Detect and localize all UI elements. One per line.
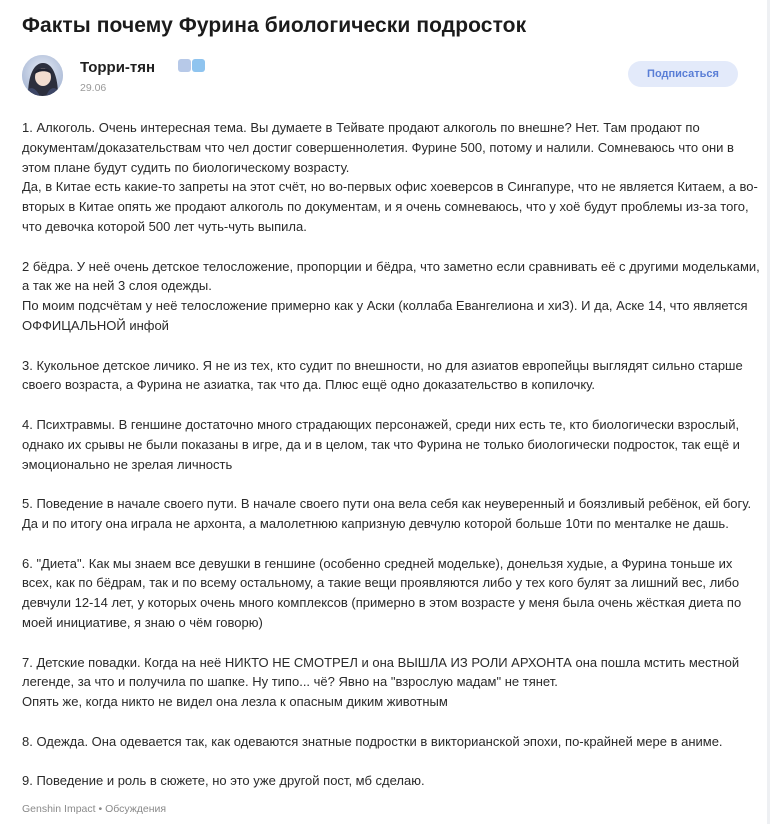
author-badges <box>178 59 205 73</box>
tag-section[interactable]: Обсуждения <box>105 803 167 815</box>
paragraph <box>22 771 752 791</box>
paragraph <box>22 653 752 712</box>
subscribe-button[interactable]: Подписаться <box>628 61 738 87</box>
tag-separator: • <box>95 803 106 815</box>
text-line: 7. Детские повадки. Когда на неё НИКТО НЕ СМОТРЕЛ и она ВЫШЛА ИЗ РОЛИ АРХОНТА она пошла мстить местной <box>22 654 740 670</box>
paragraph <box>22 732 752 752</box>
text-line: 1. Алкоголь. Очень интересная тема. Вы думаете в Тейвате продают алкоголь по внешне? Нет. Там продают по <box>22 120 700 135</box>
text-line: Опять же, когда никто не видел она лезла к опасным диким животным <box>22 694 448 710</box>
text-line: легенде, за что и получила по шапке. Ну типо... чё? Явно на "взрослую мадам" не тянет. <box>22 674 558 690</box>
text-line: 4. Психтравмы. В геншине достаточно много страдающих персонажей, среди них есть те, кто биологически взрослый, <box>22 416 740 432</box>
author-row <box>22 55 742 97</box>
text-line: документам/доказательствам что чел достиг совершеннолетия. Фурине 500, потому и налили. Сомневаюсь что они в <box>22 139 734 155</box>
post-tags <box>22 803 166 815</box>
text-line: этом плане будут судить по биологическому возрасту. <box>22 159 350 175</box>
text-line: однако их срывы не были показаны в игре, да и в целом, так что Фурина не только биологически подросток, так ещё и <box>22 436 740 452</box>
text-line: ОФФИЦАЛЬНОЙ инфой <box>22 317 169 333</box>
badge-icon <box>178 59 191 72</box>
avatar-image-icon <box>22 55 63 96</box>
author-name[interactable]: Торри-тян <box>80 59 156 76</box>
post-date: 29.06 <box>80 82 107 94</box>
text-line: своего возраста, а Фурина не азиатка, так что да. Плюс ещё одно доказательство в копилочку. <box>22 377 595 393</box>
tag-game[interactable]: Genshin Impact <box>22 803 96 815</box>
paragraph <box>22 257 760 336</box>
paragraph <box>22 118 758 237</box>
text-line: По моим подсчётам у неё телосложение примерно как у Аски (коллаба Евангелиона и хиЗ). И да, Аске 14, что является <box>22 298 748 314</box>
text-line: 9. Поведение и роль в сюжете, но это уже другой пост, мб сделаю. <box>22 773 425 789</box>
text-line: всех, как по бёдрам, так и по всему остальному, а такие вещи проявляются либо у тех кого булят за лишний вес, либо <box>22 575 740 591</box>
text-line: Да и по итогу она играла не архонта, а малолетнюю капризную девчулю которой больше 10ти по менталке не дашь. <box>22 515 729 531</box>
text-line: 5. Поведение в начале своего пути. В начале своего пути она вела себя как неуверенный и боязливый ребёнок, ей богу. <box>22 496 752 512</box>
text-line: вторых в Китае опять же продают алкоголь по документам, и я очень сомневаюсь, что у хоё будут проблемы из-за того, <box>22 199 749 215</box>
text-line: 8. Одежда. Она одевается так, как одеваются знатные подростки в викторианской эпохи, по-крайней мере в аниме. <box>22 733 723 749</box>
text-line: моей инициативе, я знаю о чём говорю) <box>22 614 263 630</box>
text-line: 2 бёдра. У неё очень детское телосложение, пропорции и бёдра, что заметно если сравнивать её с другими модельками, <box>22 258 760 274</box>
text-line: девчули 12-14 лет, у которых очень много комплексов (примерно в этом возрасте у меня была очень жёсткая диета по <box>22 595 742 611</box>
paragraph <box>22 415 752 474</box>
paragraph <box>22 554 752 633</box>
text-line: эмоционально не зрелая личность <box>22 456 233 472</box>
paragraph <box>22 356 752 396</box>
post-body <box>22 118 760 811</box>
avatar[interactable] <box>22 55 63 96</box>
paragraph <box>22 494 752 534</box>
post-title: Факты почему Фурина биологически подросток <box>22 14 527 37</box>
text-line: 3. Кукольное детское личико. Я не из тех, кто судит по внешности, но для азиатов европейцы выглядят сильно старше <box>22 357 743 373</box>
text-line: Да, в Китае есть какие-то запреты на этот счёт, но во-первых офис хоеверсов в Сингапуре, что не является Китаем, а во- <box>22 179 758 195</box>
heart-badge-icon <box>192 59 205 72</box>
text-line: что девочка которой 500 лет чуть-чуть выпила. <box>22 218 307 234</box>
text-line: 6. "Диета". Как мы знаем все девушки в геншине (особенно средней модельке), донельзя худые, а Фурина тоньше их <box>22 555 733 571</box>
text-line: а так же на ней 3 слоя одежды. <box>22 278 212 294</box>
